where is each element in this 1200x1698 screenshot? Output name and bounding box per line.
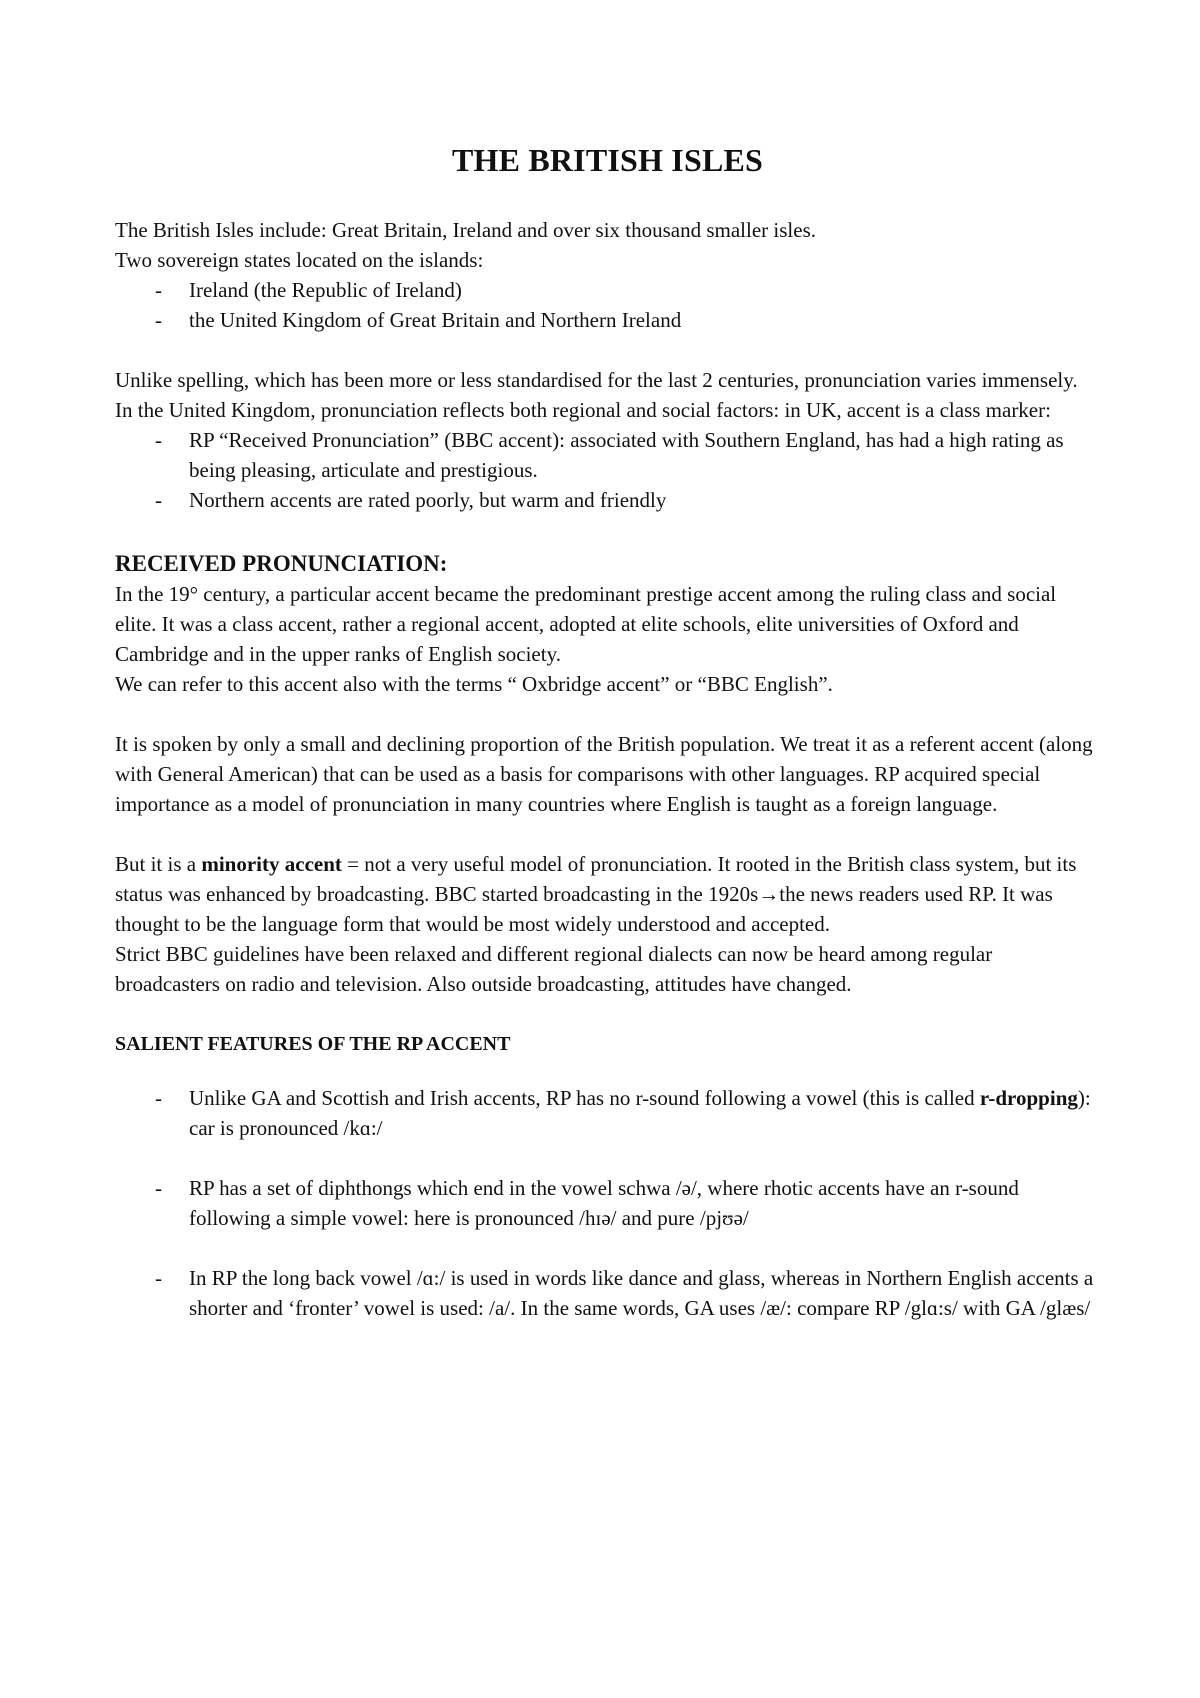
text-span: But it is a [115, 852, 202, 876]
r-dropping-term: r-dropping [979, 1086, 1078, 1110]
rp-paragraph-5: Strict BBC guidelines have been relaxed and different regional dialects can now be heard among regular broadcasters on radio and television. Also outside broadcasting, attitudes have changed. [115, 942, 993, 996]
spacer [115, 999, 1100, 1029]
text-span: Unlike GA and Scottish and Irish accents, RP has no r-sound following a vowel (this is called [189, 1086, 980, 1110]
list-item: - RP has a set of diphthongs which end in the vowel schwa /ə/, where rhotic accents have an r-sound following a simple vowel: here is pronounced /hɪə/ and pure /pjʊə/ [115, 1173, 1100, 1233]
document-body [115, 140, 1100, 1353]
rp-paragraph-3: It is spoken by only a small and declining proportion of the British population. We treat it as a referent accent (along with General American) that can be used as a basis for comparisons with other languages. RP acquired special importance as a model of pronunciation in many countries where English is taught as a foreign language. [115, 732, 1093, 816]
features-heading: SALIENT FEATURES OF THE RP ACCENT [115, 1033, 511, 1055]
page-title: THE BRITISH ISLES [451, 142, 764, 178]
text-span: = not a very useful model of pronunciation. It rooted in the British class system, but its status was enhanced by broadcasting. BBC started broadcasting in the 1920s→the news readers used RP. It was thought to be the language form that would be most widely understood and accepted. [115, 852, 1077, 936]
pronunciation-paragraph: Unlike spelling, which has been more or less standardised for the last 2 centuries, pronunciation varies immensely. In the United Kingdom, pronunciation reflects both regional and social factors: in UK, accent is a class marker: [115, 368, 1078, 422]
features-list [115, 1083, 1100, 1323]
rp-heading: RECEIVED PRONUNCIATION: [115, 551, 448, 576]
list-item [115, 1083, 1100, 1143]
accent-list [115, 425, 1100, 515]
minority-accent-term: minority accent [201, 852, 342, 876]
intro-line-1: The British Isles include: Great Britain, Ireland and over six thousand smaller isles. [115, 218, 816, 242]
spacer [115, 515, 1100, 549]
spacer [115, 819, 1100, 849]
list-item: - In RP the long back vowel /ɑ:/ is used in words like dance and glass, whereas in Northern English accents a shorter and ‘fronter’ vowel is used: /a/. In the same words, GA uses /æ/: compare RP /glɑ:s/ with GA /glæs/ [115, 1263, 1100, 1323]
list-item: - Ireland (the Republic of Ireland) [115, 275, 1100, 305]
rp-paragraph-1: In the 19° century, a particular accent became the predominant prestige accent among the ruling class and social elite. It was a class accent, rather a regional accent, adopted at elite schools, elite universities of Oxford and Cambridge and in the upper ranks of English society. [115, 582, 1057, 666]
list-item: - RP “Received Pronunciation” (BBC accent): associated with Southern England, has had a high rating as being pleasing, articulate and prestigious. [115, 425, 1100, 485]
intro-line-2: Two sovereign states located on the islands: [115, 248, 484, 272]
spacer [115, 1059, 1100, 1083]
spacer [115, 335, 1100, 365]
sovereign-states-list [115, 275, 1100, 335]
rp-paragraph-4 [115, 849, 1100, 939]
spacer [115, 699, 1100, 729]
list-item: - Northern accents are rated poorly, but warm and friendly [115, 485, 1100, 515]
rp-paragraph-2: We can refer to this accent also with the terms “ Oxbridge accent” or “BBC English”. [115, 672, 833, 696]
list-item: - the United Kingdom of Great Britain and Northern Ireland [115, 305, 1100, 335]
text-span: ): car is pronounced /kɑ:/ [189, 1086, 1091, 1140]
